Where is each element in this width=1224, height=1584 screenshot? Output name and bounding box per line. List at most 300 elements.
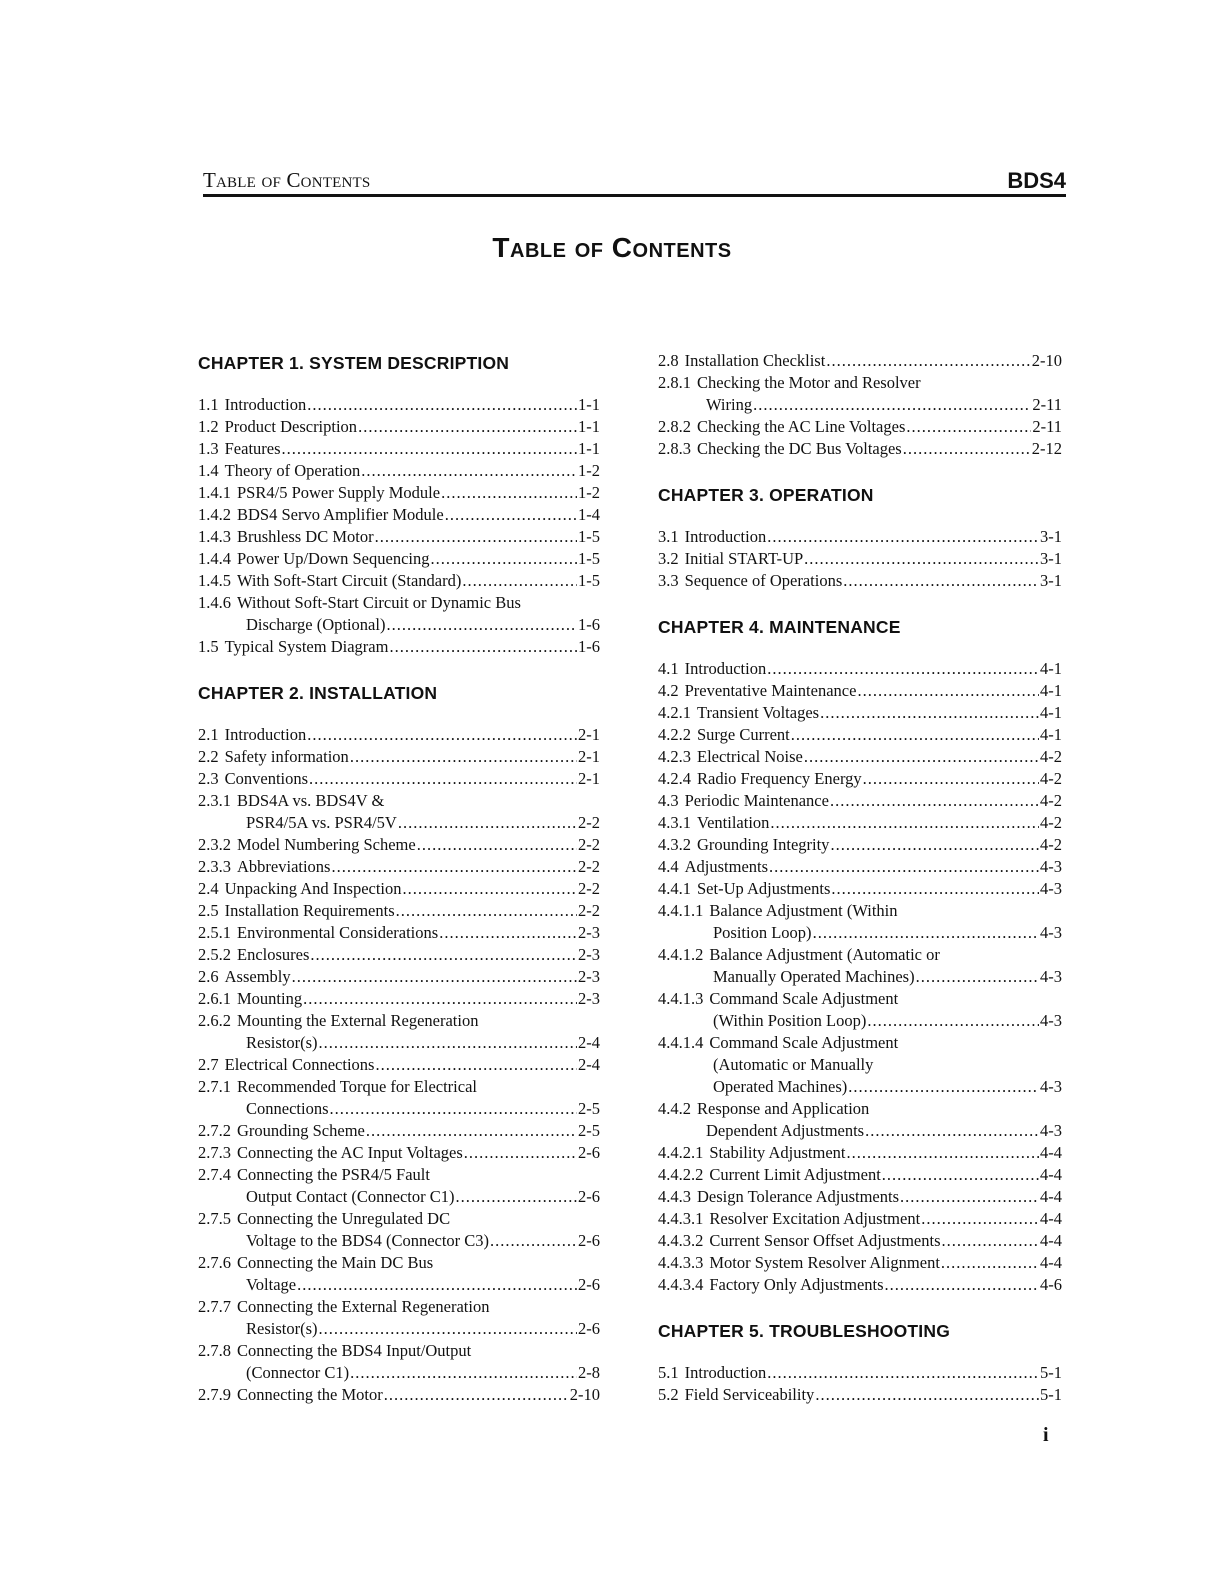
toc-entry-number: 1.4 — [198, 461, 219, 480]
header-rule — [203, 194, 1066, 197]
toc-entry-page: 2-11 — [1032, 417, 1062, 436]
toc-entry[interactable] — [658, 1032, 1062, 1098]
toc-entry[interactable] — [198, 394, 600, 416]
dot-leader — [396, 900, 577, 922]
toc-entry-title: Connecting the External Regeneration — [237, 1297, 490, 1316]
toc-entry[interactable] — [198, 1164, 600, 1208]
toc-entry-page: 2-2 — [578, 813, 600, 832]
toc-entry-number: 4.4.1.3 — [658, 989, 704, 1008]
toc-entry-page: 3-1 — [1040, 571, 1062, 590]
toc-entry-title: Introduction — [684, 527, 767, 546]
chapter-heading: CHAPTER 5. TROUBLESHOOTING — [658, 1321, 951, 1341]
toc-entry-page: 4-4 — [1040, 1187, 1062, 1206]
toc-entry-page: 2-12 — [1031, 439, 1062, 458]
toc-entry[interactable] — [658, 1186, 1062, 1208]
toc-entry-page: 3-1 — [1040, 549, 1062, 568]
toc-entry-title: Preventative Maintenance — [684, 681, 857, 700]
toc-entry-number: 2.8 — [658, 351, 679, 370]
toc-entry-title: Introduction — [684, 659, 767, 678]
toc-entry[interactable] — [198, 1142, 600, 1164]
toc-entry[interactable] — [658, 900, 1062, 944]
dot-leader — [826, 350, 1030, 372]
toc-entry-page: 4-2 — [1040, 747, 1062, 766]
toc-entry-number: 4.4.3.2 — [658, 1231, 704, 1250]
toc-entry-title: Resolver Excitation Adjustment — [709, 1209, 921, 1228]
toc-entry[interactable] — [198, 988, 600, 1010]
toc-entry-number: 2.7.4 — [198, 1165, 231, 1184]
toc-entry-number: 4.2 — [658, 681, 679, 700]
toc-entry-number: 3.3 — [658, 571, 679, 590]
toc-entry-title: Operated Machines) — [713, 1077, 848, 1096]
toc-entry-number: 4.4.1.1 — [658, 901, 704, 920]
dot-leader — [366, 1120, 577, 1142]
dot-leader — [847, 1142, 1039, 1164]
dot-leader — [297, 1274, 577, 1296]
toc-entry-page: 2-3 — [578, 923, 600, 942]
toc-entry-number: 2.6.2 — [198, 1011, 231, 1030]
dot-leader — [815, 1384, 1039, 1406]
toc-entry-number: 2.5.1 — [198, 923, 231, 942]
toc-entry-number: 1.4.1 — [198, 483, 231, 502]
toc-entry-number: 2.7.1 — [198, 1077, 231, 1096]
dot-leader — [303, 988, 577, 1010]
toc-entry-page: 4-2 — [1040, 813, 1062, 832]
dot-leader — [900, 1186, 1039, 1208]
toc-entry[interactable] — [198, 1296, 600, 1340]
toc-entry-title: Assembly — [224, 967, 291, 986]
toc-entry-title: Introduction — [684, 1363, 767, 1382]
toc-entry-number: 2.8.2 — [658, 417, 691, 436]
toc-list — [658, 1362, 1062, 1406]
toc-entry-title: Output Contact (Connector C1) — [246, 1187, 455, 1206]
toc-entry-title: BDS4A vs. BDS4V & — [237, 791, 385, 810]
toc-entry-page: 4-3 — [1040, 923, 1062, 942]
toc-entry[interactable] — [198, 636, 600, 658]
dot-leader — [403, 878, 577, 900]
toc-entry[interactable] — [658, 768, 1062, 790]
dot-leader — [916, 966, 1039, 988]
toc-entry[interactable] — [198, 834, 600, 856]
chapter-heading: CHAPTER 3. OPERATION — [658, 485, 874, 505]
toc-entry-title: Set-Up Adjustments — [697, 879, 831, 898]
toc-entry-title: Mounting — [237, 989, 303, 1008]
toc-entry[interactable] — [658, 834, 1062, 856]
toc-entry-page: 5-1 — [1040, 1385, 1062, 1404]
toc-entry-page: 4-3 — [1040, 1077, 1062, 1096]
toc-entry[interactable] — [198, 966, 600, 988]
page-number: i — [1043, 1424, 1049, 1446]
toc-entry-title: Command Scale Adjustment — [709, 989, 899, 1008]
toc-entry-page: 2-5 — [578, 1121, 600, 1140]
toc-entry-title: Periodic Maintenance — [684, 791, 829, 810]
toc-entry-title: Surge Current — [697, 725, 790, 744]
toc-entry-number: 4.2.1 — [658, 703, 691, 722]
toc-entry[interactable] — [658, 658, 1062, 680]
toc-entry-page: 3-1 — [1040, 527, 1062, 546]
toc-entry[interactable] — [658, 702, 1062, 724]
dot-leader — [813, 922, 1039, 944]
toc-entry-page: 2-4 — [578, 1033, 600, 1052]
toc-entry-title: Voltage — [246, 1275, 297, 1294]
toc-entry[interactable] — [198, 1120, 600, 1142]
dot-leader — [319, 1032, 578, 1054]
toc-entry-number: 4.1 — [658, 659, 679, 678]
dot-leader — [358, 416, 577, 438]
toc-entry[interactable] — [658, 372, 1062, 416]
toc-entry[interactable] — [198, 570, 600, 592]
toc-entry-page: 2-6 — [578, 1143, 600, 1162]
dot-leader — [330, 1098, 578, 1120]
toc-entry-page: 4-3 — [1040, 1121, 1062, 1140]
toc-entry-title: Checking the Motor and Resolver — [697, 373, 921, 392]
toc-entry[interactable] — [658, 438, 1062, 460]
dot-leader — [439, 922, 577, 944]
toc-entry-title: Features — [224, 439, 281, 458]
toc-entry-number: 2.7.5 — [198, 1209, 231, 1228]
toc-entry-title: (Within Position Loop) — [713, 1011, 867, 1030]
toc-entry[interactable] — [198, 768, 600, 790]
toc-entry-title: Electrical Connections — [224, 1055, 375, 1074]
toc-entry[interactable] — [658, 1142, 1062, 1164]
toc-entry-title: Position Loop) — [713, 923, 812, 942]
toc-entry-page: 4-4 — [1040, 1209, 1062, 1228]
toc-entry-title: Enclosures — [237, 945, 310, 964]
dot-leader — [441, 482, 577, 504]
dot-leader — [882, 1164, 1039, 1186]
toc-entry-title: Unpacking And Inspection — [224, 879, 402, 898]
toc-entry-page: 4-1 — [1040, 681, 1062, 700]
toc-entry[interactable] — [198, 922, 600, 944]
toc-entry-page: 4-3 — [1040, 967, 1062, 986]
toc-entry-title: Product Description — [224, 417, 358, 436]
toc-entry-title: Abbreviations — [237, 857, 331, 876]
toc-entry[interactable] — [658, 1384, 1062, 1406]
toc-entry-number: 4.2.4 — [658, 769, 691, 788]
toc-entry[interactable] — [198, 482, 600, 504]
toc-entry[interactable] — [658, 812, 1062, 834]
toc-entry-title: Voltage to the BDS4 (Connector C3) — [246, 1231, 490, 1250]
toc-entry[interactable] — [658, 944, 1062, 988]
toc-entry-number: 1.4.2 — [198, 505, 231, 524]
toc-entry-number: 2.1 — [198, 725, 219, 744]
toc-entry[interactable] — [658, 1274, 1062, 1296]
toc-entry-page: 2-2 — [578, 835, 600, 854]
chapter-heading: CHAPTER 1. SYSTEM DESCRIPTION — [198, 353, 510, 373]
toc-entry-number: 2.7.8 — [198, 1341, 231, 1360]
toc-entry-page: 2-6 — [578, 1319, 600, 1338]
dot-leader — [791, 724, 1039, 746]
toc-entry-title: Field Serviceability — [684, 1385, 815, 1404]
toc-entry-page: 1-4 — [578, 505, 600, 524]
toc-entry-title: Dependent Adjustments — [706, 1121, 865, 1140]
dot-leader — [462, 570, 577, 592]
dot-leader — [361, 460, 577, 482]
toc-entry-number: 4.4.2.2 — [658, 1165, 704, 1184]
toc-entry-title: Connecting the Main DC Bus — [237, 1253, 434, 1272]
dot-leader — [282, 438, 577, 460]
dot-leader — [867, 1010, 1039, 1032]
toc-entry[interactable] — [658, 1098, 1062, 1142]
dot-leader — [942, 1230, 1039, 1252]
toc-entry-number: 2.3.1 — [198, 791, 231, 810]
toc-entry-number: 2.5.2 — [198, 945, 231, 964]
toc-entry-page: 1-6 — [578, 637, 600, 656]
toc-list — [658, 526, 1062, 592]
toc-entry-number: 4.4.1 — [658, 879, 691, 898]
toc-entry[interactable] — [198, 548, 600, 570]
toc-entry-number: 2.6 — [198, 967, 219, 986]
dot-leader — [903, 438, 1031, 460]
toc-entry-page: 4-2 — [1040, 835, 1062, 854]
toc-entry-title: PSR4/5 Power Supply Module — [237, 483, 441, 502]
dot-leader — [865, 1120, 1039, 1142]
toc-entry-page: 2-8 — [578, 1363, 600, 1382]
toc-entry[interactable] — [658, 350, 1062, 372]
toc-entry-page: 2-10 — [1031, 351, 1062, 370]
toc-entry[interactable] — [658, 680, 1062, 702]
toc-entry[interactable] — [658, 416, 1062, 438]
toc-entry[interactable] — [658, 1208, 1062, 1230]
toc-entry-title: Initial START-UP — [684, 549, 804, 568]
toc-entry-number: 1.2 — [198, 417, 219, 436]
toc-entry-number: 2.3.2 — [198, 835, 231, 854]
toc-entry-page: 2-1 — [578, 725, 600, 744]
toc-entry-number: 1.4.3 — [198, 527, 231, 546]
dot-leader — [398, 812, 577, 834]
toc-entry-number: 4.4.1.4 — [658, 1033, 704, 1052]
toc-entry[interactable] — [198, 416, 600, 438]
dot-leader — [350, 746, 577, 768]
toc-entry-number: 2.7.9 — [198, 1385, 231, 1404]
toc-entry[interactable] — [198, 1252, 600, 1296]
chapter-heading: CHAPTER 4. MAINTENANCE — [658, 617, 901, 637]
toc-entry[interactable] — [198, 1208, 600, 1252]
toc-entry-number: 4.4.3.3 — [658, 1253, 704, 1272]
toc-entry-page: 2-2 — [578, 857, 600, 876]
toc-entry-title: With Soft-Start Circuit (Standard) — [237, 571, 462, 590]
toc-entry[interactable] — [198, 1010, 600, 1054]
toc-entry-number: 1.4.5 — [198, 571, 231, 590]
toc-entry[interactable] — [198, 746, 600, 768]
toc-entry-number: 4.2.3 — [658, 747, 691, 766]
toc-list — [198, 394, 600, 658]
toc-entry-title: Conventions — [224, 769, 309, 788]
toc-entry[interactable] — [658, 1252, 1062, 1274]
toc-entry-number: 3.2 — [658, 549, 679, 568]
toc-entry-title: Connecting the BDS4 Input/Output — [237, 1341, 472, 1360]
toc-entry[interactable] — [658, 1362, 1062, 1384]
toc-entry-number: 4.4.1.2 — [658, 945, 704, 964]
toc-entry-title: Model Numbering Scheme — [237, 835, 416, 854]
toc-entry-number: 2.7.3 — [198, 1143, 231, 1162]
dot-leader — [767, 526, 1039, 548]
toc-entry-title: Manually Operated Machines) — [713, 967, 915, 986]
toc-entry[interactable] — [198, 1384, 600, 1406]
toc-entry-title: Installation Checklist — [684, 351, 826, 370]
dot-leader — [309, 768, 577, 790]
toc-entry-page: 2-10 — [569, 1385, 600, 1404]
dot-leader — [848, 1076, 1039, 1098]
toc-entry-title: Ventilation — [697, 813, 770, 832]
toc-entry-page: 4-2 — [1040, 791, 1062, 810]
toc-entry-page: 2-5 — [578, 1099, 600, 1118]
toc-column-right — [658, 350, 1062, 1406]
toc-entry-number: 2.6.1 — [198, 989, 231, 1008]
toc-entry[interactable] — [198, 504, 600, 526]
toc-entry-number: 4.4.3 — [658, 1187, 691, 1206]
toc-entry[interactable] — [198, 1076, 600, 1120]
toc-entry-title: Stability Adjustment — [709, 1143, 846, 1162]
toc-entry-title: PSR4/5A vs. PSR4/5V — [246, 813, 397, 832]
toc-entry-number: 2.7.7 — [198, 1297, 231, 1316]
toc-entry-title: Mounting the External Regeneration — [237, 1011, 479, 1030]
running-header-title: Table of Contents — [203, 168, 371, 192]
toc-entry-number: 2.3.3 — [198, 857, 231, 876]
toc-entry[interactable] — [658, 790, 1062, 812]
toc-entry-number: 2.3 — [198, 769, 219, 788]
toc-entry[interactable] — [198, 1340, 600, 1384]
toc-entry-page: 2-4 — [578, 1055, 600, 1074]
toc-entry[interactable] — [658, 724, 1062, 746]
toc-entry-page: 4-4 — [1040, 1253, 1062, 1272]
toc-entry-number: 1.5 — [198, 637, 219, 656]
spacer — [658, 460, 1062, 482]
toc-entry[interactable] — [658, 526, 1062, 548]
toc-entry-title: Current Limit Adjustment — [709, 1165, 881, 1184]
toc-entry[interactable] — [198, 856, 600, 878]
toc-entry[interactable] — [198, 724, 600, 746]
toc-list — [658, 350, 1062, 460]
dot-leader — [830, 834, 1039, 856]
toc-entry[interactable] — [658, 570, 1062, 592]
dot-leader — [804, 746, 1039, 768]
dot-leader — [843, 570, 1039, 592]
toc-entry-title: Adjustments — [684, 857, 769, 876]
toc-entry-title: Radio Frequency Energy — [697, 769, 862, 788]
toc-entry[interactable] — [198, 790, 600, 834]
toc-entry-page: 1-1 — [578, 417, 600, 436]
dot-leader — [375, 1054, 577, 1076]
toc-entry-page: 2-6 — [578, 1231, 600, 1250]
toc-entry-number: 2.7.6 — [198, 1253, 231, 1272]
toc-entry-number: 4.3.1 — [658, 813, 691, 832]
toc-entry[interactable] — [198, 944, 600, 966]
toc-entry-page: 4-6 — [1040, 1275, 1062, 1294]
toc-entry-title: Balance Adjustment (Automatic or — [709, 945, 940, 964]
toc-entry-page: 4-3 — [1040, 1011, 1062, 1030]
toc-entry-title: Safety information — [224, 747, 349, 766]
toc-entry-title: Connecting the PSR4/5 Fault — [237, 1165, 430, 1184]
toc-entry-page: 2-3 — [578, 989, 600, 1008]
toc-entry-title: Connections — [246, 1099, 329, 1118]
toc-entry[interactable] — [198, 900, 600, 922]
toc-entry-page: 2-3 — [578, 967, 600, 986]
toc-entry[interactable] — [198, 526, 600, 548]
toc-entry[interactable] — [658, 988, 1062, 1032]
toc-entry-page: 1-5 — [578, 527, 600, 546]
dot-leader — [831, 878, 1039, 900]
toc-entry-number: 2.7.2 — [198, 1121, 231, 1140]
dot-leader — [921, 1208, 1039, 1230]
dot-leader — [445, 504, 577, 526]
toc-entry-number: 1.1 — [198, 395, 219, 414]
toc-entry-title: Recommended Torque for Electrical — [237, 1077, 477, 1096]
toc-list — [198, 724, 600, 1406]
toc-entry-number: 2.7 — [198, 1055, 219, 1074]
dot-leader — [375, 526, 577, 548]
toc-entry-number: 4.4.3.4 — [658, 1275, 704, 1294]
dot-leader — [769, 856, 1039, 878]
toc-entry-title: Motor System Resolver Alignment — [709, 1253, 940, 1272]
toc-entry-title: Power Up/Down Sequencing — [237, 549, 430, 568]
toc-entry-page: 4-4 — [1040, 1165, 1062, 1184]
dot-leader — [384, 1384, 569, 1406]
toc-entry-number: 2.8.3 — [658, 439, 691, 458]
chapter-heading: CHAPTER 2. INSTALLATION — [198, 683, 438, 703]
toc-entry[interactable] — [658, 746, 1062, 768]
dot-leader — [906, 416, 1031, 438]
toc-entry[interactable] — [658, 878, 1062, 900]
toc-entry-page: 4-3 — [1040, 879, 1062, 898]
toc-entry-number: 4.2.2 — [658, 725, 691, 744]
dot-leader — [430, 548, 577, 570]
toc-entry-number: 1.4.6 — [198, 593, 231, 612]
toc-entry[interactable] — [658, 1164, 1062, 1186]
toc-entry[interactable] — [198, 878, 600, 900]
toc-entry-number: 2.8.1 — [658, 373, 691, 392]
dot-leader — [307, 724, 577, 746]
toc-entry-page: 2-1 — [578, 769, 600, 788]
dot-leader — [820, 702, 1039, 724]
toc-entry[interactable] — [198, 1054, 600, 1076]
toc-entry-page: 5-1 — [1040, 1363, 1062, 1382]
toc-entry-title: (Automatic or Manually — [713, 1055, 874, 1074]
toc-entry[interactable] — [658, 856, 1062, 878]
toc-entry-number: 4.4.3.1 — [658, 1209, 704, 1228]
toc-entry-title: Connecting the AC Input Voltages — [237, 1143, 463, 1162]
toc-entry-page: 4-4 — [1040, 1231, 1062, 1250]
dot-leader — [292, 966, 577, 988]
toc-entry-title: Electrical Noise — [697, 747, 803, 766]
dot-leader — [885, 1274, 1039, 1296]
dot-leader — [307, 394, 577, 416]
toc-entry-page: 2-2 — [578, 879, 600, 898]
dot-leader — [350, 1362, 577, 1384]
toc-entry-number: 4.3 — [658, 791, 679, 810]
toc-entry[interactable] — [198, 460, 600, 482]
toc-entry-page: 2-2 — [578, 901, 600, 920]
toc-entry-page: 4-4 — [1040, 1143, 1062, 1162]
toc-entry-number: 5.2 — [658, 1385, 679, 1404]
toc-entry[interactable] — [658, 1230, 1062, 1252]
toc-entry-page: 2-6 — [578, 1275, 600, 1294]
spacer — [658, 1296, 1062, 1318]
dot-leader — [417, 834, 577, 856]
toc-entry[interactable] — [198, 592, 600, 636]
toc-entry[interactable] — [198, 438, 600, 460]
toc-entry[interactable] — [658, 548, 1062, 570]
toc-entry-title: Typical System Diagram — [224, 637, 389, 656]
dot-leader — [830, 790, 1039, 812]
dot-leader — [464, 1142, 577, 1164]
dot-leader — [310, 944, 577, 966]
toc-entry-page: 1-6 — [578, 615, 600, 634]
dot-leader — [857, 680, 1039, 702]
toc-entry-title: Without Soft-Start Circuit or Dynamic Bus — [237, 593, 521, 612]
toc-entry-page: 1-5 — [578, 571, 600, 590]
toc-entry-page: 1-5 — [578, 549, 600, 568]
page-title: Table of Contents — [492, 232, 732, 263]
